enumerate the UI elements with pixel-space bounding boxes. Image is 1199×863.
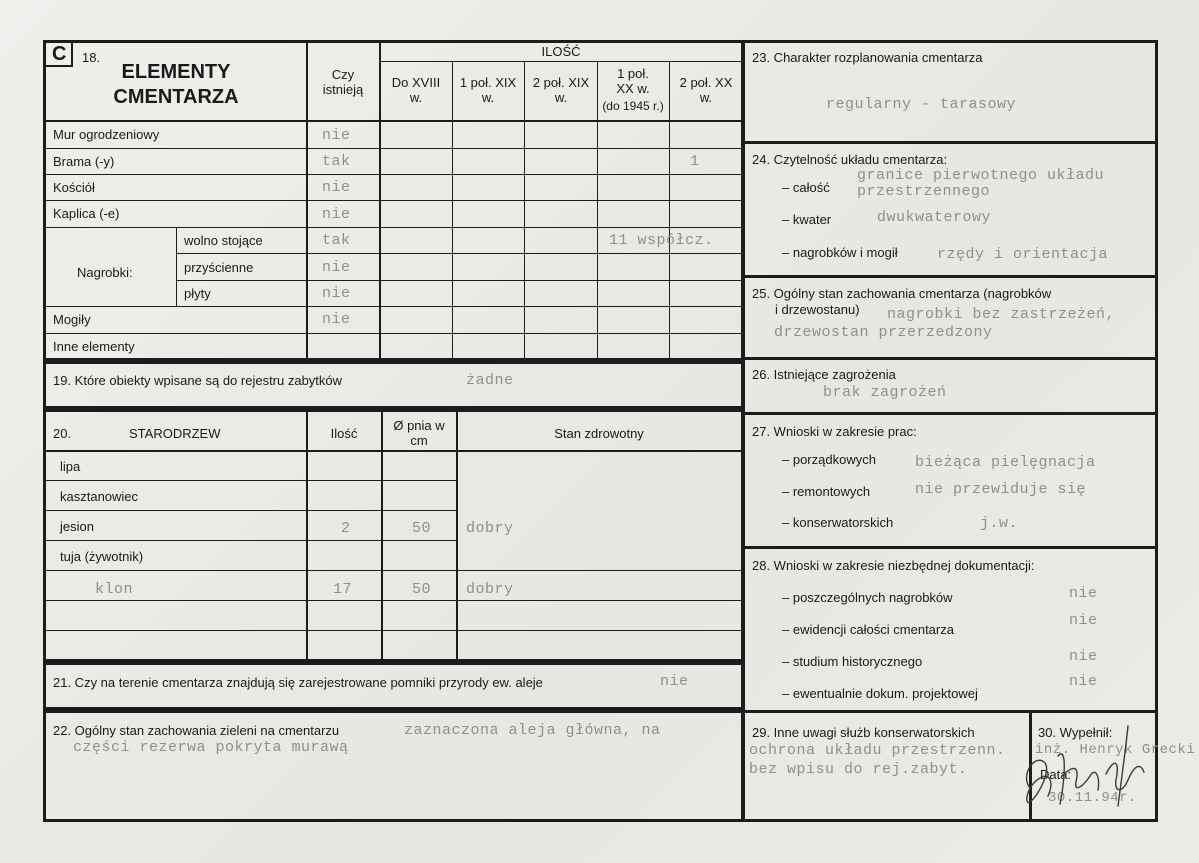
row-label: Brama (-y) <box>53 154 115 169</box>
greenery-value: zaznaczona aleja główna, na <box>404 722 661 739</box>
tree-name: jesion <box>60 519 94 534</box>
legibility-label: 24. Czytelność układu cmentarza: <box>752 152 948 167</box>
tree-name: kasztanowiec <box>60 489 139 504</box>
col-diameter: Ø pnia w cm <box>393 418 445 448</box>
trees-number: 20. <box>53 426 72 441</box>
row-label: płyty <box>184 286 211 301</box>
works-item-label: – porządkowych <box>782 452 876 467</box>
threats-label: 26. Istniejące zagrożenia <box>752 367 896 382</box>
qty-value: 11 współcz. <box>609 232 714 249</box>
greenery-value: części rezerwa pokryta murawą <box>73 739 349 756</box>
tree-health: dobry <box>466 581 514 598</box>
works-item-label: – konserwatorskich <box>782 515 894 530</box>
layout-label: 23. Charakter rozplanowania cmentarza <box>752 50 983 65</box>
filled-by-label: 30. Wypełnił: <box>1038 725 1113 740</box>
remarks-value: bez wpisu do rej.zabyt. <box>749 761 968 778</box>
documentation-label: 28. Wnioski w zakresie niezbędnej dokumentacji: <box>752 558 1035 573</box>
exists-value: nie <box>322 179 351 196</box>
legibility-quarters-value: dwukwaterowy <box>877 209 992 226</box>
documentation-item-value: nie <box>1069 585 1098 602</box>
trees-title: STARODRZEW <box>129 426 221 441</box>
greenery-label: 22. Ogólny stan zachowania zieleni na cmentarzu <box>53 723 340 738</box>
tree-name: tuja (żywotnik) <box>60 549 144 564</box>
condition-value: nagrobki bez zastrzeżeń, <box>887 306 1116 323</box>
row-label: Kaplica (-e) <box>53 206 120 221</box>
nature-monuments-label: 21. Czy na terenie cmentarza znajdują się zarejestrowane pomniki przyrody ew. aleje <box>53 675 543 690</box>
tree-qty: 2 <box>341 520 351 537</box>
tree-name-typed: klon <box>95 581 134 598</box>
legibility-graves-value: rzędy i orientacja <box>937 246 1109 263</box>
tree-diameter: 50 <box>412 581 432 598</box>
date-value: 30.11.94r. <box>1048 790 1138 806</box>
documentation-item-value: nie <box>1069 673 1098 690</box>
register-label: 19. Które obiekty wpisane są do rejestru zabytków <box>53 373 343 388</box>
section-title-line2: CMENTARZA <box>113 86 239 108</box>
works-item-value: nie przewiduje się <box>915 481 1087 498</box>
documentation-item-label: – poszczególnych nagrobków <box>782 590 953 605</box>
documentation-item-value: nie <box>1069 648 1098 665</box>
remarks-label: 29. Inne uwagi służb konserwatorskich <box>752 725 975 740</box>
legibility-quarters-label: – kwater <box>782 212 832 227</box>
signature-image <box>1010 716 1160 816</box>
works-item-value: bieżąca pielęgnacja <box>915 454 1096 471</box>
exists-value: tak <box>322 153 351 170</box>
legibility-whole-value: przestrzennego <box>857 183 991 200</box>
tree-health: dobry <box>466 520 514 537</box>
section-title-line1: ELEMENTY <box>121 61 231 83</box>
period-header: Do XVIII w. <box>391 75 441 105</box>
period-header: 2 poł. XIX w. <box>532 75 590 105</box>
legibility-whole-value: granice pierwotnego układu <box>857 167 1105 184</box>
col-qty: Ilość <box>330 426 358 441</box>
condition-value: drzewostan przerzedzony <box>774 324 993 341</box>
documentation-item-label: – studium historycznego <box>782 654 923 669</box>
section-letter: C <box>52 43 67 65</box>
nature-monuments-value: nie <box>660 673 689 690</box>
documentation-item-value: nie <box>1069 612 1098 629</box>
threats-value: brak zagrożeń <box>823 384 947 401</box>
group-label: Nagrobki: <box>77 265 133 280</box>
works-item-value: j.w. <box>980 515 1019 532</box>
col-health: Stan zdrowotny <box>554 426 644 441</box>
exists-value: nie <box>322 285 351 302</box>
row-label: przyścienne <box>184 260 254 275</box>
register-value: żadne <box>466 372 514 389</box>
row-label: Kościół <box>53 180 95 195</box>
row-label: Mogiły <box>53 312 91 327</box>
period-header: 2 poł. XX w. <box>679 75 733 105</box>
exists-value: nie <box>322 206 351 223</box>
documentation-item-label: – ewidencji całości cmentarza <box>782 622 954 637</box>
exists-value: tak <box>322 232 351 249</box>
date-label: Data: <box>1040 767 1072 782</box>
row-label: wolno stojące <box>184 233 263 248</box>
section-number: 18. <box>82 50 101 65</box>
layout-value: regularny - tarasowy <box>826 96 1017 113</box>
exists-value: nie <box>322 127 351 144</box>
period-header: 1 poł. XIX w. <box>459 75 517 105</box>
row-label: Inne elementy <box>53 339 135 354</box>
tree-diameter: 50 <box>412 520 432 537</box>
filled-by-value: inż. Henryk Grecki <box>1035 742 1196 758</box>
works-item-label: – remontowych <box>782 484 871 499</box>
period-header: 1 poł. XX w. <box>616 66 650 96</box>
condition-label: 25. Ogólny stan zachowania cmentarza (nagrobków <box>752 286 1052 301</box>
legibility-whole-label: – całość <box>782 180 830 195</box>
qty-value: 1 <box>690 153 700 170</box>
qty-header: ILOŚĆ <box>541 44 581 59</box>
tree-name: lipa <box>60 459 81 474</box>
exists-value: nie <box>322 311 351 328</box>
period-header-note: (do 1945 r.) <box>602 99 664 113</box>
documentation-item-label: – ewentualnie dokum. projektowej <box>782 686 978 701</box>
legibility-graves-label: – nagrobków i mogił <box>782 245 898 260</box>
remarks-value: ochrona układu przestrzenn. <box>749 742 1006 759</box>
condition-label: i drzewostanu) <box>775 302 860 317</box>
row-label: Mur ogrodzeniowy <box>53 127 160 142</box>
col-exists: Czy istnieją <box>322 67 364 97</box>
tree-qty: 17 <box>333 581 353 598</box>
works-label: 27. Wnioski w zakresie prac: <box>752 424 917 439</box>
exists-value: nie <box>322 259 351 276</box>
